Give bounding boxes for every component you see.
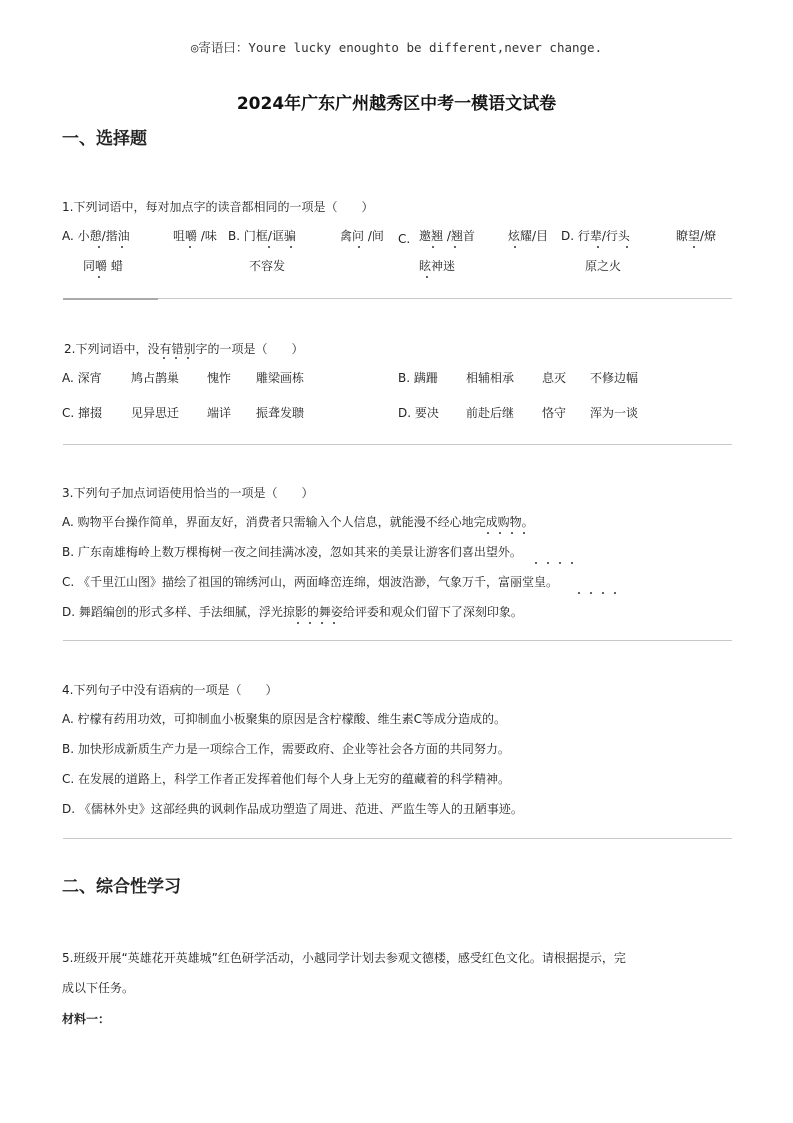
divider bbox=[63, 298, 732, 299]
emphasis-dot bbox=[571, 562, 573, 564]
q1-option-b-cont: 不容发 bbox=[249, 259, 286, 273]
q2-option-b-w4: 不修边幅 bbox=[590, 371, 639, 385]
emphasis-dot bbox=[121, 246, 123, 248]
question-3-stem: 3.下列句子加点词语使用恰当的一项是（ ） bbox=[62, 486, 314, 500]
emphasis-dot bbox=[511, 532, 513, 534]
emphasis-dot bbox=[163, 357, 165, 359]
question-1-stem: 1.下列词语中，每对加点字的读音都相同的一项是（ ） bbox=[62, 200, 374, 214]
q1-option-b-part2: 禽问 /间 bbox=[340, 229, 384, 243]
q4-option-a: A. 柠檬有药用功效，可抑制血小板聚集的原因是含柠檬酸、维生素C等成分造成的。 bbox=[62, 712, 507, 726]
q2-option-c-w1: C. 撺掇 bbox=[62, 406, 103, 420]
emphasis-dot bbox=[626, 246, 628, 248]
q1-option-c-cont: 眩神迷 bbox=[419, 259, 456, 273]
q2-option-d-w4: 浑为一谈 bbox=[590, 406, 639, 420]
divider bbox=[63, 640, 732, 641]
exam-title: 2024年广东广州越秀区中考一模语文试卷 bbox=[236, 94, 557, 114]
emphasis-dot bbox=[290, 246, 292, 248]
q2-option-c-w4: 振聋发聩 bbox=[256, 406, 305, 420]
q1-option-d-cont: 原之火 bbox=[585, 259, 622, 273]
emphasis-dot bbox=[321, 622, 323, 624]
emphasis-dot bbox=[597, 246, 599, 248]
emphasis-dot bbox=[602, 592, 604, 594]
q2-option-d-w3: 恪守 bbox=[542, 406, 567, 420]
emphasis-dot bbox=[297, 622, 299, 624]
emphasis-dot bbox=[175, 357, 177, 359]
q2-option-c-w2: 见异思迁 bbox=[131, 406, 180, 420]
header-motto: ◎寄语曰：Youre lucky enoughto be different,never change. bbox=[190, 40, 603, 55]
emphasis-dot bbox=[432, 246, 434, 248]
emphasis-dot bbox=[454, 246, 456, 248]
emphasis-dot bbox=[523, 532, 525, 534]
emphasis-dot bbox=[614, 592, 616, 594]
q2-option-a-w4: 雕梁画栋 bbox=[256, 371, 305, 385]
emphasis-dot bbox=[268, 246, 270, 248]
emphasis-dot bbox=[98, 276, 100, 278]
section-heading-comprehensive: 二、综合性学习 bbox=[62, 877, 181, 897]
q2-option-b-w1: B. 蹒跚 bbox=[398, 371, 438, 385]
emphasis-dot bbox=[590, 592, 592, 594]
material-label: 材料一： bbox=[62, 1012, 111, 1026]
q1-option-d-part1: D. 行辈/行头 bbox=[561, 229, 630, 243]
q2-option-b-w2: 相辅相承 bbox=[466, 371, 515, 385]
question-4-stem: 4.下列句子中没有语病的一项是（ ） bbox=[62, 683, 278, 697]
q1-option-a-part2: 咀嚼 /味 bbox=[173, 229, 217, 243]
section-heading-choice: 一、选择题 bbox=[62, 129, 147, 149]
q3-option-b: B. 广东南雄梅岭上数万棵梅树一夜之间挂满冰凌，忽如其来的美景让游客们喜出望外。 bbox=[62, 545, 522, 559]
q1-option-c-part1: 邀翘 /翘首 bbox=[419, 229, 475, 243]
q3-option-a: A. 购物平台操作简单，界面友好，消费者只需输入个人信息，就能漫不经心地完成购物。 bbox=[62, 515, 534, 529]
q2-option-b-w3: 息灭 bbox=[542, 371, 567, 385]
divider bbox=[63, 838, 732, 839]
emphasis-dot bbox=[187, 357, 189, 359]
emphasis-dot bbox=[559, 562, 561, 564]
q2-option-d-w2: 前赴后继 bbox=[466, 406, 515, 420]
question-2-stem: 2.下列词语中，没有错别字的一项是（ ） bbox=[64, 342, 304, 356]
q1-option-c-label: C. bbox=[398, 232, 411, 246]
question-5-line2: 成以下任务。 bbox=[62, 981, 135, 995]
emphasis-dot bbox=[189, 246, 191, 248]
emphasis-dot bbox=[333, 622, 335, 624]
q1-option-a-part1: A. 小憩/揩油 bbox=[62, 229, 130, 243]
emphasis-dot bbox=[693, 246, 695, 248]
q3-option-c: C. 《千里江山图》描绘了祖国的锦绣河山，两面峰峦连绵，烟波浩渺，气象万千，富丽堂皇。 bbox=[62, 575, 559, 589]
emphasis-dot bbox=[358, 246, 360, 248]
emphasis-dot bbox=[514, 246, 516, 248]
q2-option-a-w3: 愧怍 bbox=[207, 371, 232, 385]
q4-option-c: C. 在发展的道路上，科学工作者正发挥着他们每个人身上无穷的蕴藏着的科学精神。 bbox=[62, 772, 511, 786]
emphasis-dot bbox=[547, 562, 549, 564]
q4-option-d: D. 《儒林外史》这部经典的讽刺作品成功塑造了周进、范进、严监生等人的丑陋事迹。 bbox=[62, 802, 523, 816]
q1-option-d-part2: 瞭望/燎 bbox=[676, 229, 717, 243]
divider-accent bbox=[63, 298, 158, 300]
emphasis-dot bbox=[535, 562, 537, 564]
q4-option-b: B. 加快形成新质生产力是一项综合工作，需要政府、企业等社会各方面的共同努力。 bbox=[62, 742, 510, 756]
q2-option-a-w2: 鸠占鹊巢 bbox=[131, 371, 180, 385]
q2-option-a-w1: A. 深宵 bbox=[62, 371, 102, 385]
divider bbox=[63, 444, 732, 445]
q2-option-d-w1: D. 要决 bbox=[398, 406, 439, 420]
q1-option-a-cont: 同嚼 蜡 bbox=[83, 259, 123, 273]
emphasis-dot bbox=[578, 592, 580, 594]
q3-option-d: D. 舞蹈编创的形式多样、手法细腻，浮光掠影的舞姿给评委和观众们留下了深刻印象。 bbox=[62, 605, 523, 619]
q1-option-c-part2: 炫耀/目 bbox=[508, 229, 549, 243]
q2-option-c-w3: 端详 bbox=[207, 406, 232, 420]
emphasis-dot bbox=[426, 276, 428, 278]
emphasis-dot bbox=[309, 622, 311, 624]
emphasis-dot bbox=[487, 532, 489, 534]
emphasis-dot bbox=[98, 246, 100, 248]
question-5-line1: 5.班级开展“英雄花开英雄城”红色研学活动，小越同学计划去参观文德楼，感受红色文化。请根据提示，完 bbox=[62, 951, 626, 965]
emphasis-dot bbox=[499, 532, 501, 534]
q1-option-b-part1: B. 门框/诓骗 bbox=[228, 229, 296, 243]
